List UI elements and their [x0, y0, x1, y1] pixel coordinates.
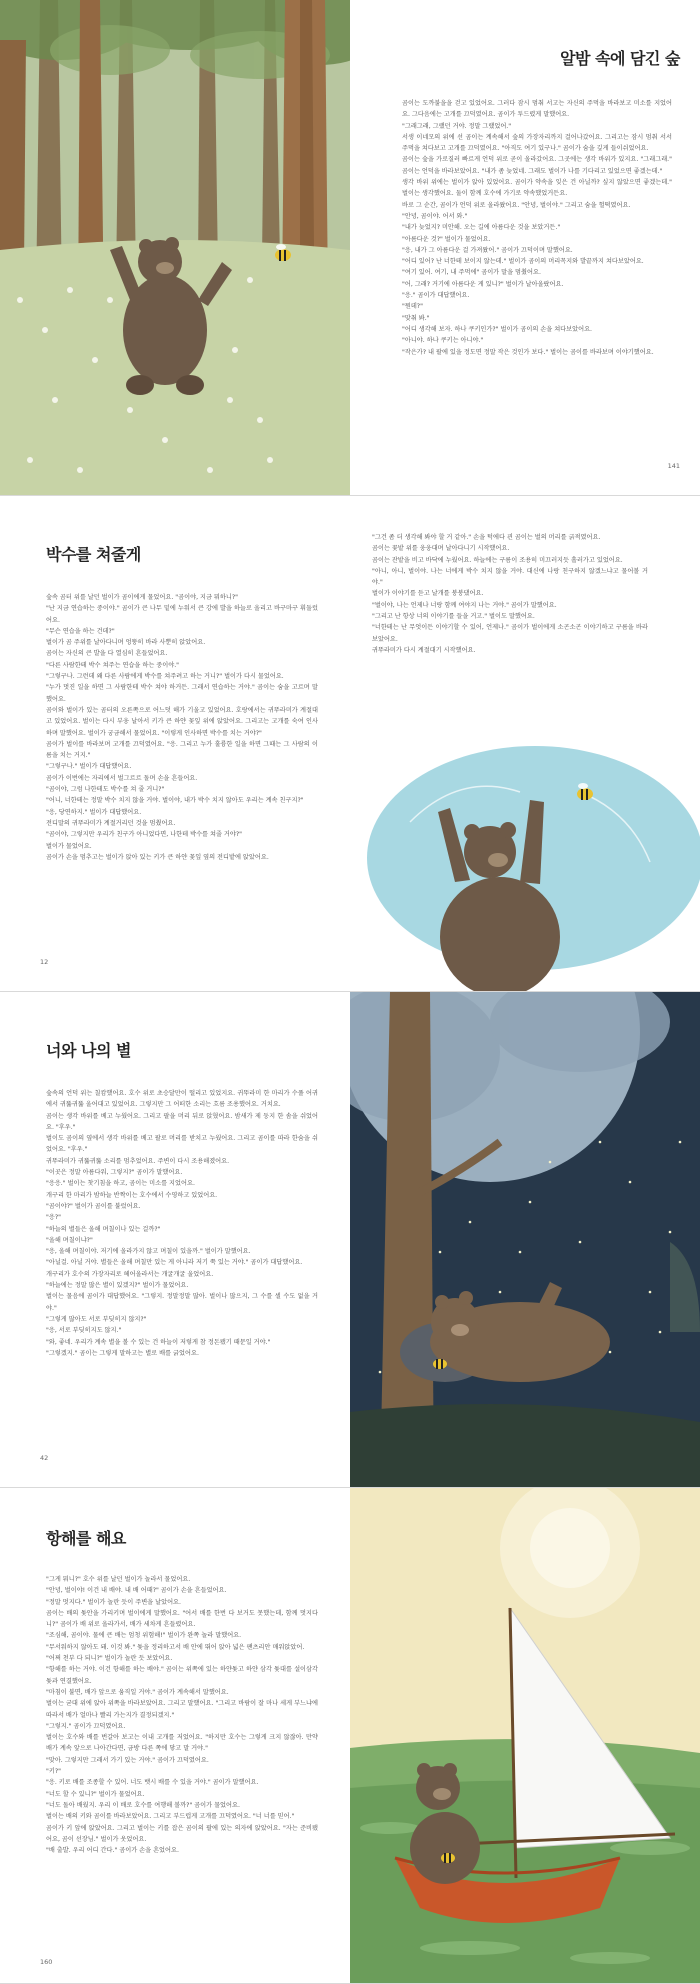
paragraph: 바로 그 순간, 곰이가 언덕 위로 올라왔어요. "안녕, 벌이야." 그리고 숨을 헐떡였어요.	[402, 201, 631, 209]
paragraph: "내가 늦었지? 미안해. 오는 길에 아름다운 것을 보았거든."	[402, 224, 561, 232]
paragraph: 벌이가 이야기를 듣고 날개를 붕붕댔어요.	[372, 590, 484, 598]
spread-applause	[0, 496, 700, 992]
paragraph: "어, 그래? 거기에 아름다운 게 있니?" 벌이가 날아올랐어요.	[402, 280, 564, 288]
paragraph: "정말 멋지다." 벌이가 놀란 듯이 주변을 날았어요.	[46, 1598, 181, 1606]
paragraph: "뭔데?"	[402, 303, 423, 311]
paragraph: 벌이는 호수와 배를 번갈아 보고는 이내 고개를 저었어요. "하지만 호수는 그렇게 크지 않잖아. 만약 배가 계속 앞으로 나아간다면, 금방 다른 쪽에 닿고 말 거야."	[46, 1734, 318, 1753]
forest-illustration	[0, 0, 350, 496]
paragraph: "너한테는 난 무엇이든 이야기할 수 있어, 언제나." 곰이가 벌이에게 소곤소곤 이야기하고 구름을 바라보았어요.	[372, 624, 648, 643]
illustration-sailing-bear	[350, 1488, 700, 1984]
paragraph: "마침이 불면, 배가 앞으로 움직일 거야." 곰이가 계속해서 말했어요.	[46, 1688, 229, 1696]
chapter-title: 알밤 속에 담긴 숲	[560, 49, 680, 68]
paragraph: "응." 곰이가 대답했어요.	[402, 292, 470, 300]
paragraph: "맞춰 봐."	[402, 314, 430, 322]
paragraph: 곰이는 배의 돛안을 가리키며 벌이에게 말했어요. "어서 배를 한번 다 보거도 못했는데, 함께 멋지다니?" 곰이가 배 위로 올라가서, 배가 세차게 흔들렸어요.	[46, 1609, 318, 1629]
paragraph: 숲속 곰터 위를 날던 벌이가 곰이에게 물었어요. "곰이야, 지금 뭐하니?"	[46, 594, 238, 601]
paragraph: "벌이야, 나는 언제나 너랑 함께 여야지 나는 거야." 곰이가 말했어요.	[372, 601, 557, 609]
paragraph: "하늘의 별들은 올해 며칠이나 있는 걸까?"	[46, 1225, 161, 1233]
paragraph: 개구리가 호수의 가장자리로 헤어올라서는 개굴개굴 울었어요.	[46, 1270, 214, 1278]
page-12	[0, 496, 350, 992]
spread-sailing	[0, 1488, 700, 1984]
paragraph: "맞아. 그렇지만 그래서 가기 있는 거야." 곰이가 끄덕였어요.	[46, 1756, 209, 1764]
page-number: 12	[40, 958, 49, 966]
spread-star	[0, 992, 700, 1488]
chapter-title: 항해를 해요	[46, 1529, 126, 1548]
spread-forest	[0, 0, 700, 496]
paragraph: 귀뚜라미가 귀뚫귀뚫 소리를 멈추었어요. 주변이 다시 조용해졌어요.	[46, 1157, 230, 1165]
paragraph: "이곳은 정말 아름다워, 그렇지?" 곰이가 말했어요.	[46, 1169, 183, 1177]
chapter-title: 박수를 쳐줄게	[46, 545, 141, 564]
paragraph: "응, 당연하지." 벌이가 대답했어요.	[46, 808, 142, 816]
paragraph: "여기 있어. 여기, 내 주먹에" 곰이가 말을 멈췄어요.	[402, 269, 541, 277]
paragraph: "작은가? 내 팔에 있을 정도면 정말 작은 것인가 보다." 벌이는 곰이를 바라보며 이야기했어요.	[402, 348, 654, 356]
illustration-clapping-bear	[350, 732, 700, 992]
paragraph: "응응." 벌이는 찻기침을 하고, 곰이는 미소를 지었어요.	[46, 1180, 195, 1188]
illustration-forest-bear	[0, 0, 350, 496]
paragraph: "그렇지." 곰이가 끄덕였어요.	[46, 1722, 126, 1730]
chapter-body	[402, 98, 672, 358]
paragraph: 곰이는 숲을 가로질러 빠르게 언덕 위로 곧이 올라갔어요. 그곳에는 생각 바위가 있지요. "그래그래." 곰이는 언덕을 바라보았어요. "내가 좀 늦었네. 그래도 벌이가 나를 기다리고 있었으면 좋겠는데."	[402, 156, 672, 175]
paragraph: "어디 있어? 난 너한테 보이지 않는데." 벌이가 곰이의 머리꼭지와 발끝까지 쳐다보았어요.	[402, 258, 644, 266]
page-number: 141	[667, 462, 680, 470]
paragraph: 곰이가 키 앞에 앉았어요. 그리고 벌이는 키를 잡은 곰이의 팔에 있는 의자에 앉았어요. "자는 준비됐어요, 곰이 선장님." 벌이가 웃었어요.	[46, 1824, 318, 1843]
page-42	[0, 992, 350, 1488]
paragraph: "그게 뭐니?" 호수 위를 날던 벌이가 놀라서 물었어요.	[46, 1576, 191, 1583]
paragraph: "다른 사람한테 박수 쳐주는 연습을 하는 중이야."	[46, 661, 180, 669]
paragraph: 서생 이네모의 위에 선 곰이는 계속해서 숲의 가장자리까지 걸어나갔어요. 그리고는 잠시 멈춰 서서 주먹을 쳐다보고 고개를 끄덕였어요. "아직도 여기 있구나." 곰이가 숨을 깊게 들이쉬었어요.	[402, 133, 672, 153]
paragraph: "하늘에는 정말 많은 별이 있겠지?" 벌이가 물었어요.	[46, 1282, 189, 1290]
page-number: 160	[40, 1958, 53, 1966]
paragraph: 곰이는 꽃밭 위를 웅웅대며 날아다니기 시작했어요.	[372, 545, 510, 553]
page-13	[350, 496, 700, 992]
paragraph: 곰이는 자신의 큰 발을 다 열심히 흔들었어요.	[46, 650, 168, 658]
paragraph: "어디 생각해 보자. 하나 쿠키인가?" 벌이가 곰이의 손을 쳐다보았어요.	[402, 325, 593, 333]
paragraph: "무서워하지 않아도 돼. 이것 봐." 돛을 정리하고서 배 안에 뛰어 앉아 넓은 팬츠리안 매워앉았어.	[46, 1643, 305, 1651]
paragraph: "응?"	[46, 1214, 61, 1222]
paragraph: "항해를 하는 거야. 이건 항해를 하는 배야." 곰이는 위쪽에 있는 하얀돛고 하얀 삼각 돛대를 설이삼각 돛과 연결했어요.	[46, 1666, 318, 1685]
chapter-body	[46, 1574, 318, 1856]
paragraph: "응. 키로 배를 조종할 수 있어. 너도 뱃시 배를 수 있을 거야." 곰이가 말했어요.	[46, 1779, 259, 1787]
paragraph: 곰이가 이번에는 자리에서 벌그르르 돌며 손을 흔들어요.	[46, 774, 198, 782]
night-illustration	[350, 992, 700, 1488]
paragraph: "응, 내가 그 아름다운 걸 가져왔어." 곰이가 끄덕이며 말했어요.	[402, 246, 573, 254]
paragraph: 곰이가 손을 멈추고는 벌이가 앉아 있는 키가 큰 하얀 꽃잎 옆의 전디밭에 앉았어요.	[46, 853, 269, 861]
paragraph: "그렇겠지." 곰이는 그렇게 말하고는 별로 배를 긁었어요.	[46, 1349, 199, 1357]
paragraph: 벌이는 배의 키와 곰이를 바라보았어요. 그리고 부드럽게 고개를 끄덕였어요. "너 너를 믿어."	[46, 1813, 295, 1821]
paragraph: "누가 멋진 일을 하면 그 사람한테 박수 쳐야 하거든. 그래서 연습하는 거야." 곰이는 숨을 고르며 말했어요.	[46, 684, 318, 703]
paragraph: "너도 돌아 배웠지. 우리 이 배로 호수를 여행해 볼까?" 곰이가 물었어요.	[46, 1801, 240, 1809]
paragraph: 벌이는 물음에 곰이가 대답했어요. "그렇지. 정말정말 많아. 벌이나 많으지, 그 수를 셀 수도 없을 거야."	[46, 1293, 318, 1312]
page-number: 42	[40, 1454, 49, 1462]
chapter-title: 너와 나의 별	[46, 1041, 131, 1060]
paragraph: "안녕, 곰이야. 어서 와."	[402, 212, 468, 220]
paragraph: 벌이도 곰이의 옆에서 생각 바위를 베고 팔로 머리를 받치고 누웠어요. 그리고 곰이를 따라 한숨을 쉬었어요. "후우."	[46, 1135, 318, 1154]
paragraph: "너도 할 수 있니?" 벌이가 물었어요.	[46, 1790, 145, 1798]
chapter-body	[46, 592, 318, 863]
paragraph: 곰이는 잔밭을 비고 바닥에 누웠어요. 하늘에는 구름이 조용히 미끄러지듯 흘러가고 있었어요.	[372, 556, 623, 564]
paragraph: "와, 좋네. 우리가 계속 별을 볼 수 있는 건 하늘이 저렇게 참 정돈됐기 때문일 거야."	[46, 1338, 271, 1346]
paragraph: 전디말의 귀뚜라미가 계절거리던 것을 멈췄어요.	[46, 819, 176, 827]
paragraph: "아름다운 것?" 벌이가 물었어요.	[402, 235, 491, 243]
chapter-body	[46, 1088, 318, 1359]
chapter-body-continued	[372, 532, 648, 656]
paragraph: "난 지금 연습하는 중이야." 곰이가 큰 나무 밑에 누워서 큰 강에 발을 하늘로 올리고 바구마구 휘둘렀어요.	[46, 605, 318, 624]
paragraph: "아닐걸. 아닐 거야. 별들은 올해 며칠만 있는 게 아니라 저기 쭉 있는 거야." 곰이가 대답했어요.	[46, 1259, 303, 1267]
illustration-night-sky	[350, 992, 700, 1488]
paragraph: 곰이는 도까불을을 걷고 있었어요. 그러다 잠시 멈춰 서고는 자신의 주먹을 바라보고 미소를 지었어요. 그다음에는 고개를 끄덕였어요. 곰이가 투드렸게 말했어요.	[402, 100, 672, 119]
paragraph: "그래그래, 그랬던 거야. 정말 그랬었어."	[402, 122, 512, 130]
paragraph: 벌이가 곰 주위를 날아다니며 엉뚱히 바라 사뿐히 앉았어요.	[46, 639, 206, 647]
paragraph: 숲속의 언덕 위는 칠캄했어요. 호수 위로 초승달만이 떨리고 있었지요. 귀뚜라미 한 마리가 수풀 어귀에서 귀뚫귀뚫 울어대고 있었어요. 그렇지만 그 어떠한 소리는 흐름 조용했어요. 거치요.	[46, 1090, 318, 1109]
paragraph: "조심해, 곰이야. 물에 큰 배는 엄청 위험해!" 벌이가 완쪽 놀라 말했어요.	[46, 1632, 242, 1640]
bee-figure	[433, 1359, 447, 1369]
paragraph: "올해 며칠이냐?"	[46, 1236, 93, 1244]
paragraph: "배 출발. 우리 어디 간다." 곰이가 손을 흔었어요.	[46, 1847, 179, 1855]
page-160	[0, 1488, 350, 1984]
bee-figure	[441, 1853, 455, 1863]
paragraph: "키?"	[46, 1768, 61, 1776]
paragraph: "안녕, 벌이야! 이건 내 배야. 내 배 어때?" 곰이가 손을 흔들었어요.	[46, 1587, 227, 1595]
paragraph: "어니, 너한테는 정말 박수 치지 않을 거야. 벌이야, 내가 박수 치지 않아도 우리는 계속 친구지?"	[46, 797, 304, 805]
paragraph: 곰이가 벌이를 바라보며 고개를 끄덕였어요. "응. 그리고 누가 훌륭한 일을 하면 그때는 그 사람의 이름을 치는 거지."	[46, 740, 318, 760]
page-141	[350, 0, 700, 496]
paragraph: 벌이는 굳대 위에 앉아 위쪽을 바라보았어요. 그리고 말했어요. "그리고 바람이 잘 마나 세게 부느냐에 따라서 배가 얼마나 빨리 가는지가 결정되겠지."	[46, 1700, 318, 1719]
paragraph: "그리고 난 항상 너의 이야기를 들을 거고." 벌이도 말했어요.	[372, 613, 535, 621]
paragraph: "무슨 연습을 하는 건데?"	[46, 627, 115, 635]
paragraph: 귀뚜라미가 다시 계절대기 시작했어요.	[372, 646, 476, 654]
paragraph: 곰이는 생각 바위를 베고 누웠어요. 그리고 팔을 머리 뒤로 앉혔어요. 밤새가 제 둥지 한 솜을 쉬었어요. "후우."	[46, 1112, 318, 1131]
paragraph: "그렇게 많아도 서로 부딪히지 않지?"	[46, 1315, 147, 1323]
paragraph: "곰이야?" 벌이가 곰이를 불렀어요.	[46, 1202, 141, 1210]
paragraph: 벌이가 물었어요.	[46, 842, 92, 850]
paragraph: 곰이와 벌이가 있는 곰터의 오른쪽으로 어느덧 해가 기울고 있었어요. 호랑에서는 귀뚜라미가 계절대고 있었어요. 벌이는 다시 부웅 날아서 키가 큰 하얀 꽃잎 위에 앉았어요. 그리고는 고개를 숙여 인사하며 말했어요. 벌이가 궁금해서 물었어요. "이렇게 인사하면 박수를 치는 거야?"	[46, 706, 318, 737]
paragraph: "응, 올해 며칠이야. 저기에 올라가지 않고 며칠이 있을까." 벌이가 말했어요.	[46, 1248, 251, 1256]
sailing-illustration	[350, 1488, 700, 1984]
paragraph: "곰이야, 그럼 나한테도 박수를 쳐 줄 거니?"	[46, 786, 165, 794]
paragraph: 생각 바위 위에는 벌이가 앉아 있었어요. 곰이가 약속을 잊은 건 아닐까? 싶지 않았으면 좋겠는데." 벌이는 생각했어요. 둘이 함께 호수에 가기로 약속했었거든요.	[402, 179, 672, 198]
paragraph: "응, 서로 부딪히지도 않지."	[46, 1327, 122, 1335]
paragraph: "그렇구나. 그런데 왜 다른 사람에게 박수를 쳐주려고 하는 거니?" 벌이가 다시 물었어요.	[46, 673, 284, 681]
paragraph: "그렇구나." 벌이가 대답했어요.	[46, 763, 132, 771]
paragraph: "그건 좀 더 생각해 봐야 할 거 같아." 손을 턱에다 괸 곰이는 벌의 머리를 긁적였어요.	[372, 534, 601, 541]
paragraph: "아니, 아니, 벌이야. 나는 너에게 박수 치지 않을 거야. 대신에 나랑 친구하지 않겠느냐고 물어볼 거야."	[372, 567, 648, 587]
paragraph: "어쩌 천부 다 되니?" 벌이가 놀란 듯 보았어요.	[46, 1655, 173, 1663]
paragraph: "곰이야, 그렇지만 우리가 친구가 아니었다면, 나한테 박수를 쳐줄 거야?"	[46, 831, 243, 839]
paragraph: "아니야. 하나 쿠키는 아니야."	[402, 337, 484, 345]
paragraph: 개구리 한 마리가 밤하늘 반짝이는 호수에서 수영하고 있었어요.	[46, 1191, 218, 1199]
